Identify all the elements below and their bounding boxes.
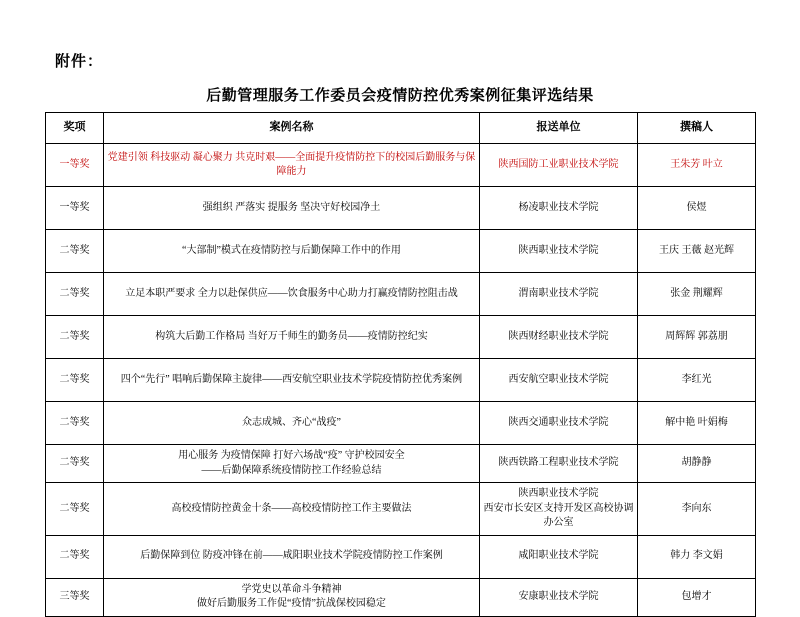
cell-case-name	[104, 578, 480, 616]
cell-unit: 安康职业技术学院	[480, 578, 638, 616]
table-header-row	[46, 113, 756, 144]
table-row	[46, 578, 756, 616]
table-row	[46, 273, 756, 316]
cell-unit: 陕西财经职业技术学院	[480, 316, 638, 359]
cell-case-name: 党建引领 科技驱动 凝心聚力 共克时艰——全面提升疫情防控下的校园后勤服务与保障能力	[104, 144, 480, 187]
page-title: 后勤管理服务工作委员会疫情防控优秀案例征集评选结果	[206, 88, 594, 104]
table-row	[46, 359, 756, 402]
cell-award: 二等奖	[46, 535, 104, 578]
table-row	[46, 144, 756, 187]
cell-unit: 渭南职业技术学院	[480, 273, 638, 316]
cell-unit: 陕西职业技术学院	[480, 230, 638, 273]
cell-unit	[480, 483, 638, 536]
cell-author: 王朱芳 叶立	[638, 144, 756, 187]
cell-case-name: 立足本职严要求 全力以赴保供应——饮食服务中心助力打赢疫情防控阻击战	[104, 273, 480, 316]
cell-case-name-line1: 学党史以革命斗争精神	[241, 583, 342, 595]
column-header-author: 撰稿人	[638, 113, 756, 144]
cell-author: 胡静静	[638, 445, 756, 483]
cell-unit-line2: 西安市长安区支持开发区高校协调办公室	[483, 502, 634, 528]
cell-unit: 杨凌职业技术学院	[480, 187, 638, 230]
cell-case-name-line1: 用心服务 为疫情保障 打好六场战“疫” 守护校园安全	[178, 450, 405, 461]
cell-author: 周辉辉 郭荔朋	[638, 316, 756, 359]
cell-author: 侯煜	[638, 187, 756, 230]
cell-award: 二等奖	[46, 402, 104, 445]
cell-case-name-line2: 做好后勤服务工作促“疫情”抗战保校园稳定	[197, 598, 386, 609]
cell-author: 李红光	[638, 359, 756, 402]
cell-case-name: 众志成城、齐心“战疫”	[104, 402, 480, 445]
attachment-label: 附件：	[55, 54, 104, 70]
cell-award: 一等奖	[46, 187, 104, 230]
cell-award: 二等奖	[46, 230, 104, 273]
cell-award: 二等奖	[46, 273, 104, 316]
cell-award: 三等奖	[46, 578, 104, 616]
cell-award: 二等奖	[46, 483, 104, 536]
table-row	[46, 483, 756, 536]
cell-author: 解中艳 叶娟梅	[638, 402, 756, 445]
cell-case-name: 后勤保障到位 防疫冲锋在前——咸阳职业技术学院疫情防控工作案例	[104, 535, 480, 578]
cell-case-name: “大部制”模式在疫情防控与后勤保障工作中的作用	[104, 230, 480, 273]
table-row	[46, 187, 756, 230]
cell-author: 包增才	[638, 578, 756, 616]
cell-award: 一等奖	[46, 144, 104, 187]
table-row	[46, 402, 756, 445]
cell-case-name: 构筑大后勤工作格局 当好万千师生的勤务员——疫情防控纪实	[104, 316, 480, 359]
cell-unit: 陕西交通职业技术学院	[480, 402, 638, 445]
cell-case-name: 高校疫情防控黄金十条——高校疫情防控工作主要做法	[104, 483, 480, 536]
cell-award: 二等奖	[46, 316, 104, 359]
cell-case-name-line2: ——后勤保障系统疫情防控工作经验总结	[201, 464, 382, 476]
cell-unit: 西安航空职业技术学院	[480, 359, 638, 402]
results-table	[45, 112, 756, 617]
column-header-award: 奖项	[46, 113, 104, 144]
cell-unit: 咸阳职业技术学院	[480, 535, 638, 578]
cell-unit: 陕西铁路工程职业技术学院	[480, 445, 638, 483]
table-row	[46, 230, 756, 273]
cell-case-name: 四个“先行” 唱响后勤保障主旋律——西安航空职业技术学院疫情防控优秀案例	[104, 359, 480, 402]
cell-unit: 陕西国防工业职业技术学院	[480, 144, 638, 187]
column-header-case-name: 案例名称	[104, 113, 480, 144]
table-row	[46, 535, 756, 578]
cell-author: 王庆 王薇 赵光辉	[638, 230, 756, 273]
cell-author: 李向东	[638, 483, 756, 536]
table-row	[46, 445, 756, 483]
cell-unit-line1: 陕西职业技术学院	[518, 488, 599, 499]
cell-author: 韩力 李文娟	[638, 535, 756, 578]
cell-case-name	[104, 445, 480, 483]
cell-award: 二等奖	[46, 359, 104, 402]
table-row	[46, 316, 756, 359]
cell-award: 二等奖	[46, 445, 104, 483]
table-body	[46, 144, 756, 617]
column-header-unit: 报送单位	[480, 113, 638, 144]
cell-case-name: 强组织 严落实 提服务 坚决守好校园净土	[104, 187, 480, 230]
cell-author: 张金 荆耀辉	[638, 273, 756, 316]
